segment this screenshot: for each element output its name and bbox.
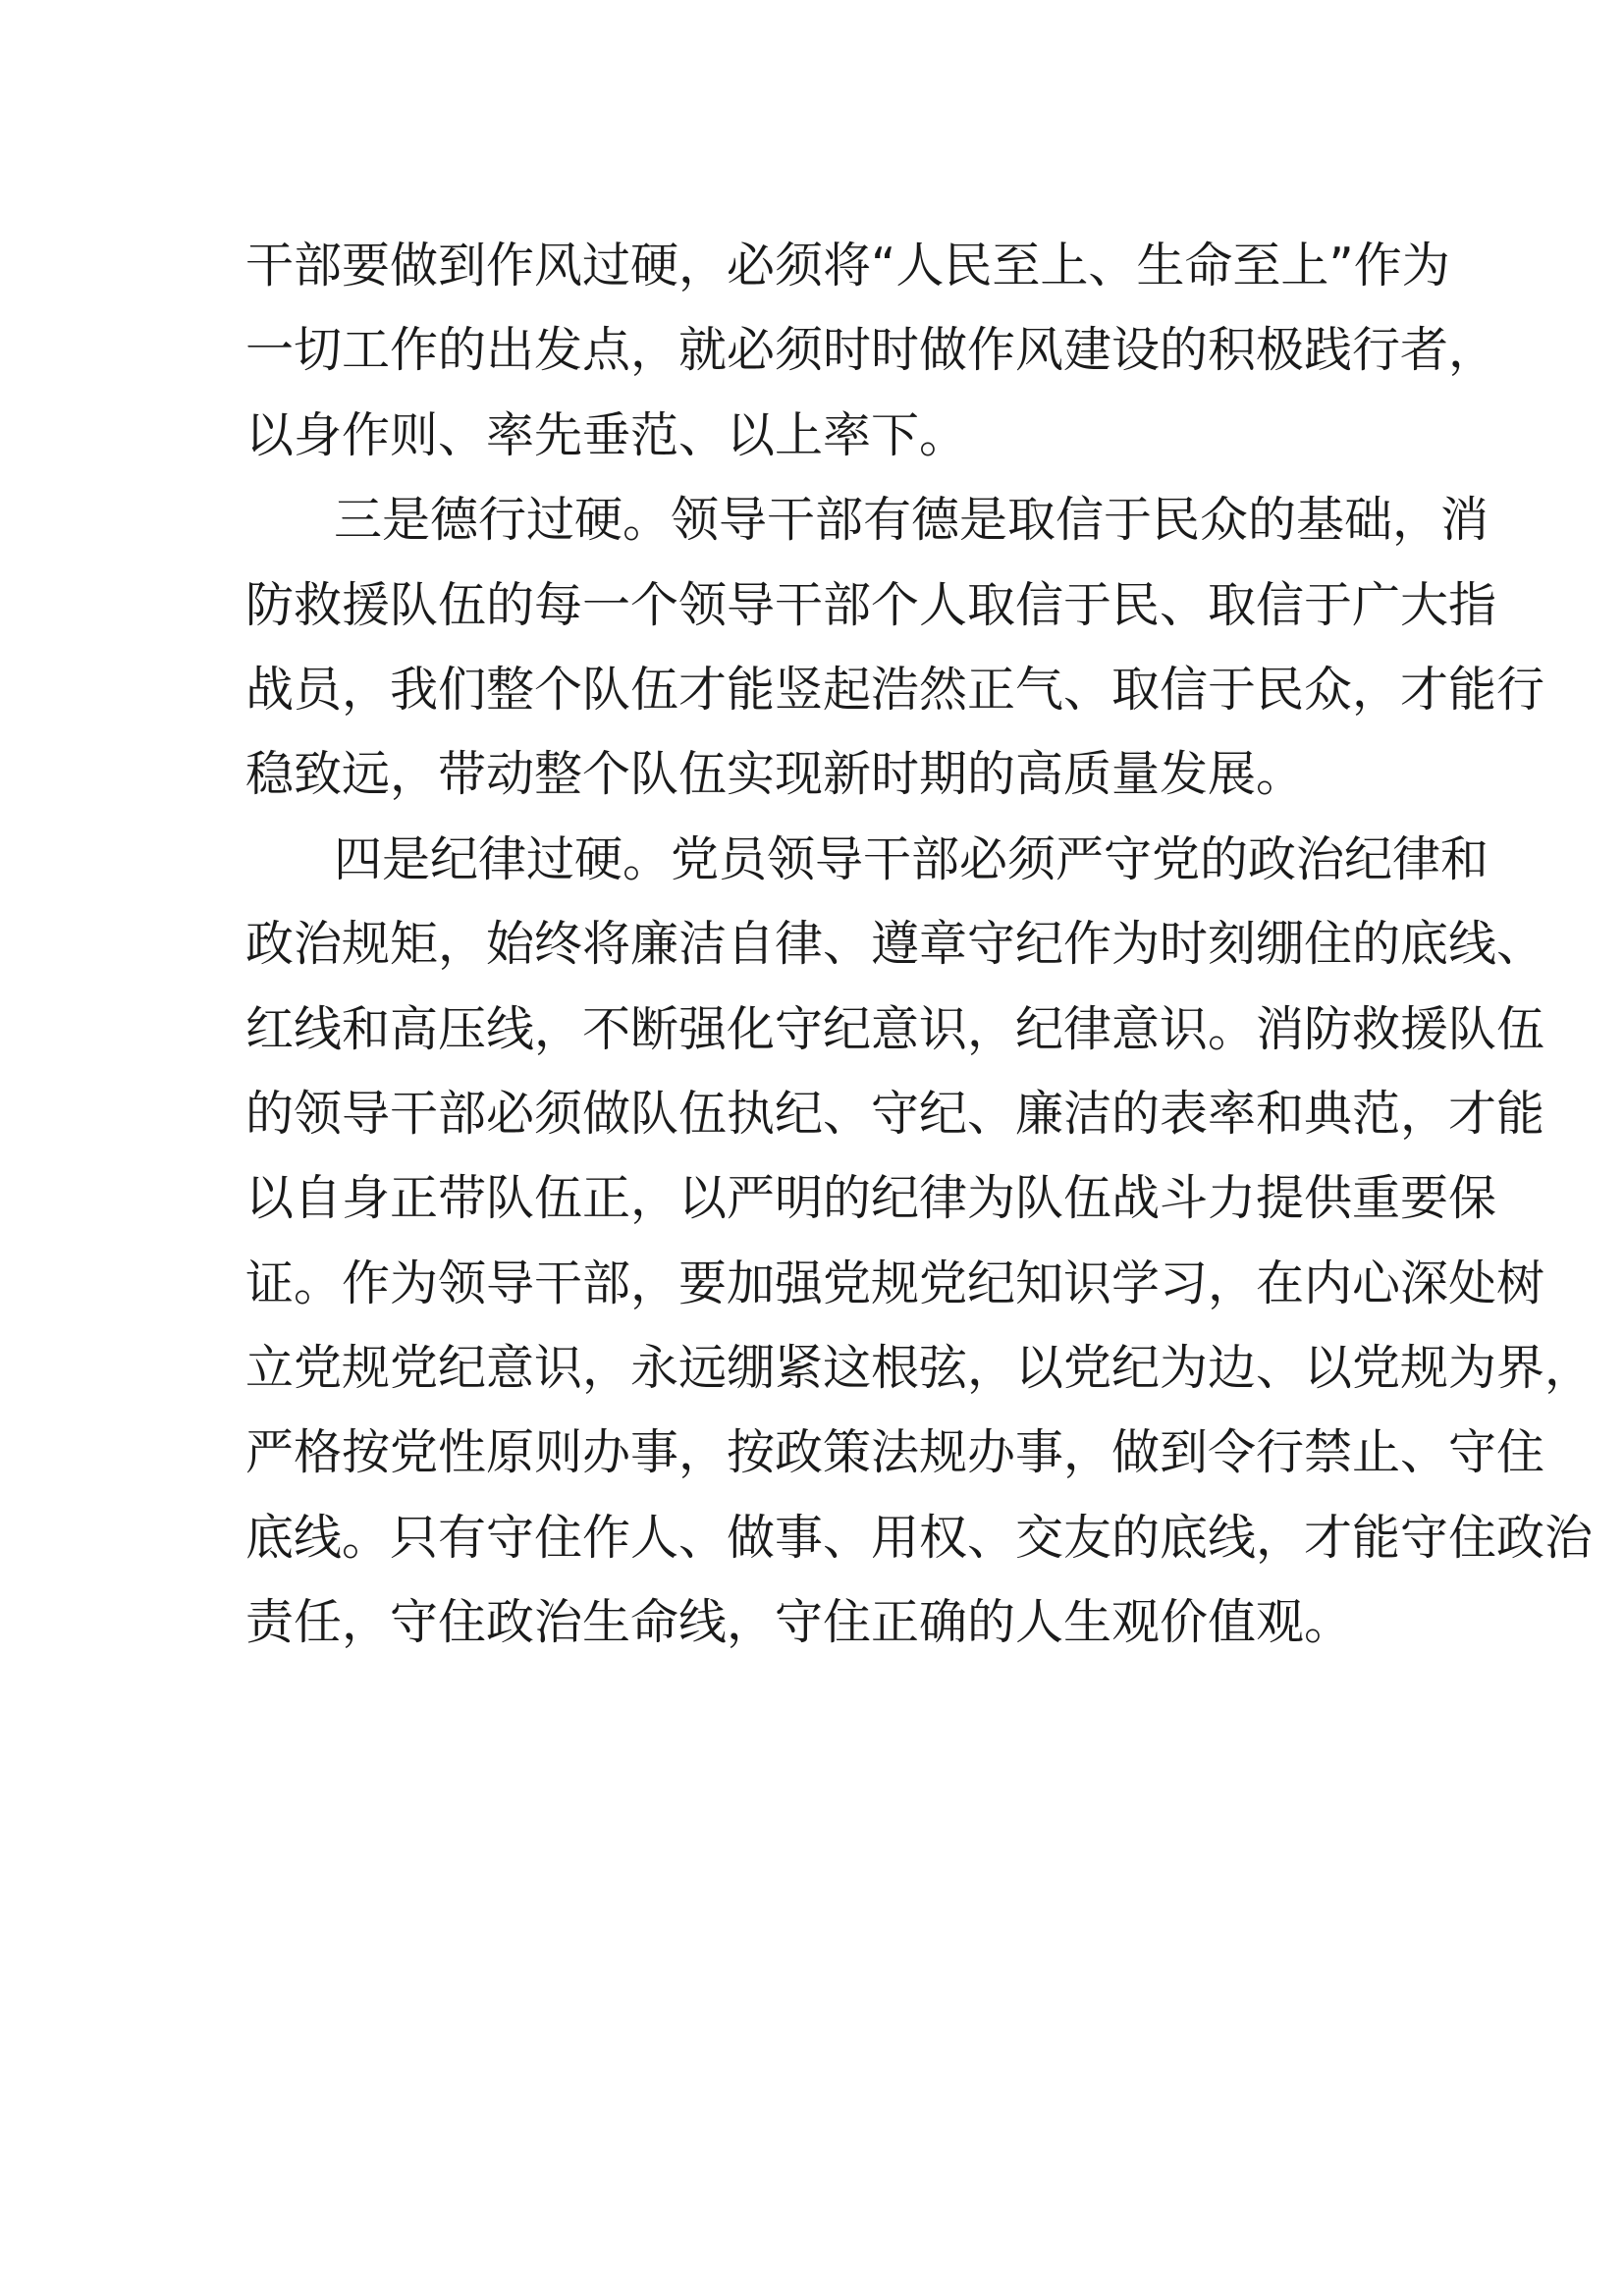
- document-body: [245, 224, 1594, 1666]
- text-line: 防救援队伍的每一个领导干部个人取信于民、取信于广大指: [245, 576, 1497, 633]
- text-line: 干部要做到作风过硬，必须将“人民至上、生命至上”作为: [245, 238, 1450, 294]
- paragraph-start-line: 三是德行过硬。领导干部有德是取信于民众的基础，消: [334, 492, 1489, 549]
- paragraph-start-line: 四是纪律过硬。党员领导干部必须严守党的政治纪律和: [334, 830, 1489, 887]
- text-line: 战员，我们整个队伍才能竖起浩然正气、取信于民众，才能行: [245, 661, 1545, 718]
- text-line: 证。作为领导干部，要加强党规党纪知识学习，在内心深处树: [245, 1255, 1545, 1311]
- text-line: 责任，守住政治生命线，守住正确的人生观价值观。: [245, 1594, 1353, 1651]
- text-line: 稳致远，带动整个队伍实现新时期的高质量发展。: [245, 746, 1305, 803]
- text-line: 以身作则、率先垂范、以上率下。: [245, 406, 968, 463]
- text-line: 立党规党纪意识，永远绷紧这根弦，以党纪为边、以党规为界，: [245, 1340, 1594, 1397]
- text-line: 的领导干部必须做队伍执纪、守纪、廉洁的表率和典范，才能: [245, 1085, 1545, 1142]
- text-line: 政治规矩，始终将廉洁自律、遵章守纪作为时刻绷住的底线、: [245, 916, 1545, 973]
- text-line: 底线。只有守住作人、做事、用权、交友的底线，才能守住政治: [245, 1509, 1594, 1566]
- text-line: 一切工作的出发点，就必须时时做作风建设的积极践行者，: [245, 322, 1497, 379]
- text-line: 以自身正带队伍正，以严明的纪律为队伍战斗力提供重要保: [245, 1170, 1497, 1227]
- text-line: 严格按党性原则办事，按政策法规办事，做到令行禁止、守住: [245, 1424, 1545, 1481]
- text-line: 红线和高压线，不断强化守纪意识，纪律意识。消防救援队伍: [245, 1000, 1545, 1057]
